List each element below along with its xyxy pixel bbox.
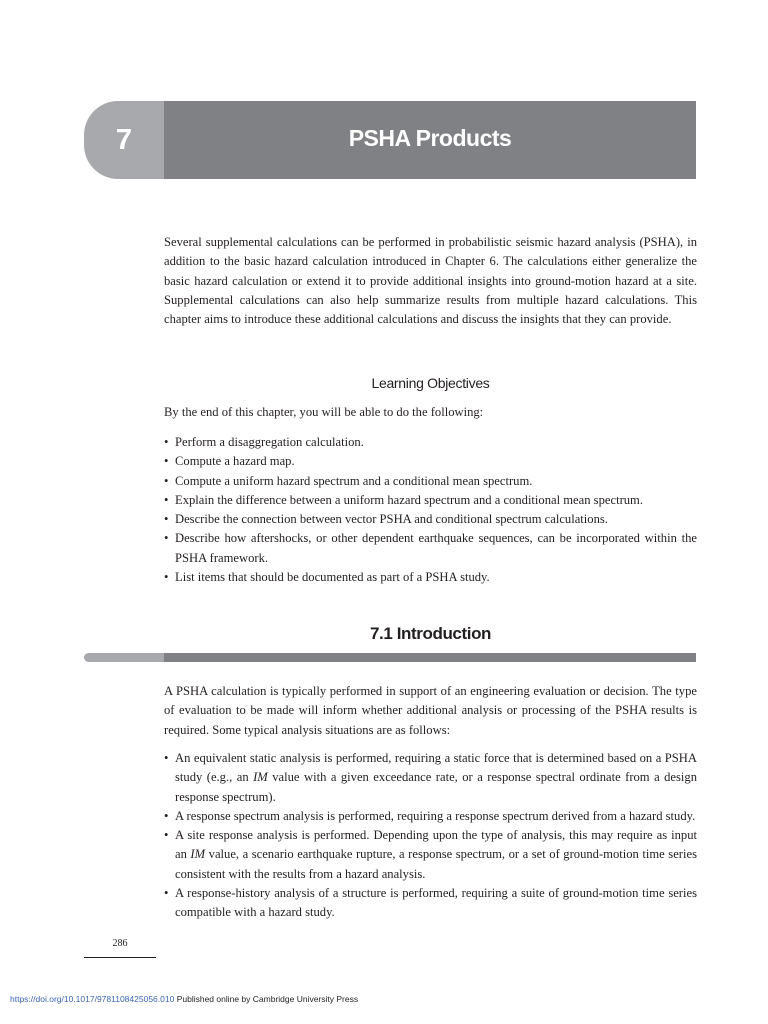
section-rule-left xyxy=(84,653,164,662)
list-item: • Describe how aftershocks, or other dependent earthquake sequences, can be incorporated within the PSHA framework. xyxy=(164,529,697,568)
learning-objectives-heading: Learning Objectives xyxy=(371,375,490,391)
im-symbol: IM xyxy=(253,770,268,785)
footer xyxy=(10,994,358,1004)
list-item: • Describe the connection between vector PSHA and conditional spectrum calculations. xyxy=(164,510,697,529)
chapter-number: 7 xyxy=(84,101,164,179)
learning-objectives-lead: By the end of this chapter, you will be able to do the following: xyxy=(164,405,484,419)
section-heading: 7.1 Introduction xyxy=(369,624,492,643)
list-item: • Perform a disaggregation calculation. xyxy=(164,433,697,452)
section-paragraph: A PSHA calculation is typically performed in support of an engineering evaluation or decision. The type of evaluation to be made will inform whether additional analysis or processing of the PSHA results is required. Some typical analysis situations are as follows: xyxy=(164,684,697,737)
list-item: • An equivalent static analysis is performed, requiring a static force that is determined based on a PSHA study (e.g., an IM value with a given exceedance rate, or a response spectral ordinate from a design response spectrum). xyxy=(164,749,697,807)
analysis-situations-list xyxy=(164,749,697,923)
chapter-header xyxy=(84,101,696,179)
chapter-title: PSHA Products xyxy=(164,101,696,179)
page-number: 286 xyxy=(112,938,128,949)
publisher-note: Published online by Cambridge University Press xyxy=(174,994,359,1004)
list-item: • Explain the difference between a uniform hazard spectrum and a conditional mean spectrum. xyxy=(164,491,697,510)
list-item: • List items that should be documented as part of a PSHA study. xyxy=(164,568,697,587)
page-number-rule xyxy=(84,957,156,958)
list-item: • Compute a uniform hazard spectrum and a conditional mean spectrum. xyxy=(164,472,697,491)
intro-paragraph: Several supplemental calculations can be performed in probabilistic seismic hazard analysis (PSHA), in addition to the basic hazard calculation introduced in Chapter 6. The calculations either generalize the basic hazard calculation or extend it to provide additional insights into ground-motion hazard at a site. Supplemental calculations can also help summarize results from multiple hazard calculations. This chapter aims to introduce these additional calculations and discuss the insights that they can provide. xyxy=(164,235,697,327)
list-item: • Compute a hazard map. xyxy=(164,452,697,471)
list-item: • A site response analysis is performed. Depending upon the type of analysis, this may require as input an IM value, a scenario earthquake rupture, a response spectrum, or a set of ground-motion time series consistent with the results from a hazard analysis. xyxy=(164,826,697,884)
learning-objectives-list xyxy=(164,433,697,587)
doi-link[interactable]: https://doi.org/10.1017/9781108425056.010 xyxy=(10,994,175,1004)
list-item: • A response-history analysis of a structure is performed, requiring a suite of ground-motion time series compatible with a hazard study. xyxy=(164,884,697,923)
section-rule-right xyxy=(164,653,696,662)
im-symbol: IM xyxy=(190,847,206,862)
list-item: • A response spectrum analysis is performed, requiring a response spectrum derived from a hazard study. xyxy=(164,807,697,826)
section-rule xyxy=(84,653,696,662)
